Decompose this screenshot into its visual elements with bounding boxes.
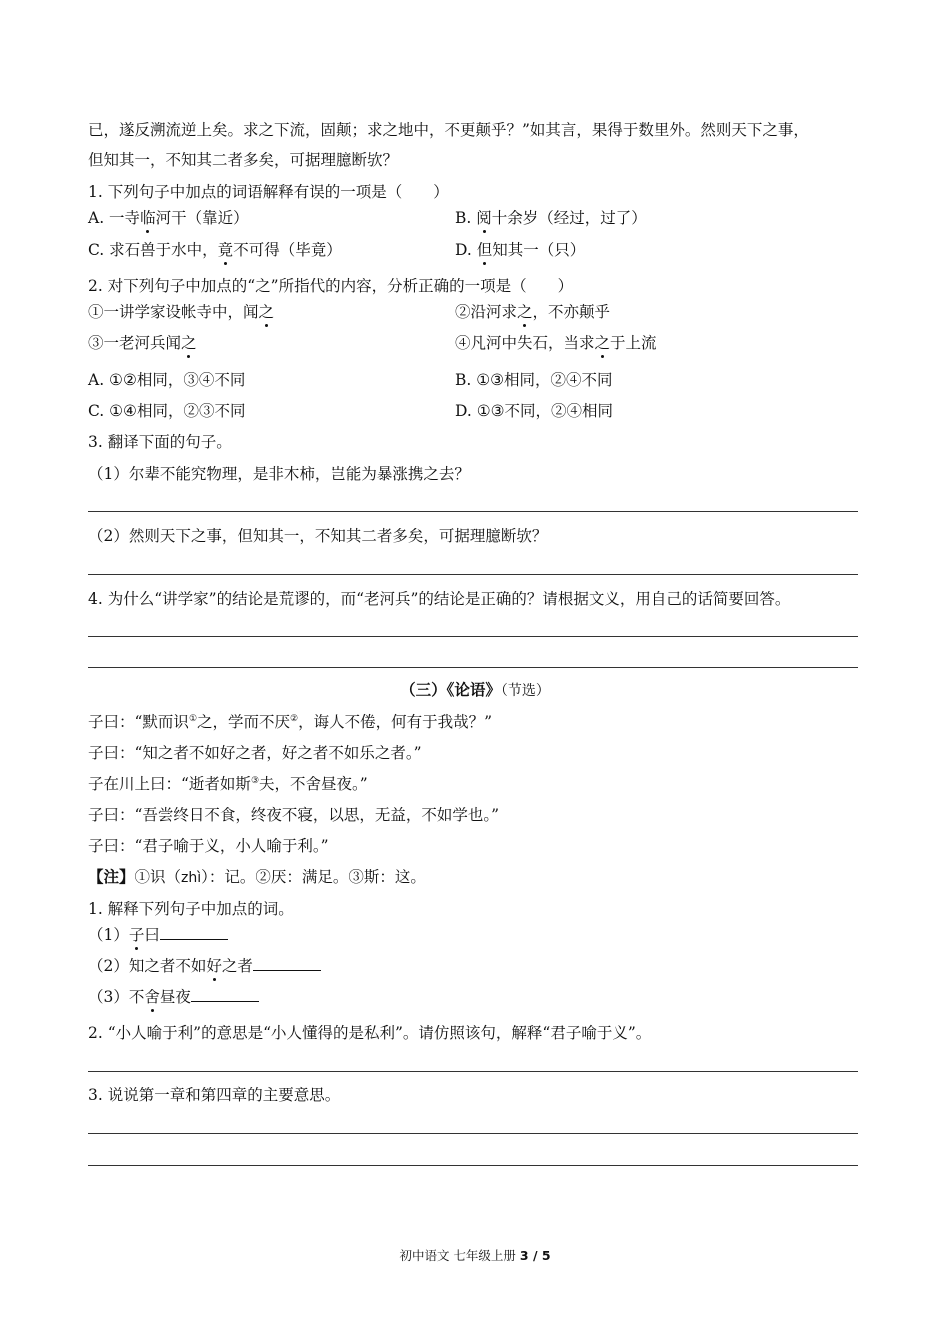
dotted-char: 竟 <box>217 241 234 259</box>
dotted-char: 但 <box>476 241 493 259</box>
sentence-text: ③一老河兵闻 <box>88 334 182 352</box>
text-line: 子曰：“知之者不如好之者，好之者不如乐之者。” <box>88 744 422 762</box>
section-subtitle: （节选） <box>500 683 550 699</box>
option-a[interactable]: A. ①②相同，③④不同 <box>88 371 246 389</box>
text-line <box>88 774 368 794</box>
option-text: D. <box>455 241 477 259</box>
note-text: ）：记。②厌：满足。③斯：这。 <box>201 868 426 886</box>
answer-line[interactable] <box>88 636 858 637</box>
item-2 <box>88 956 321 976</box>
option-text: B. <box>455 209 477 227</box>
text-line: 子曰：“君子喻于义，小人喻于利。” <box>88 837 329 855</box>
section-title <box>0 680 950 701</box>
notes <box>88 867 426 888</box>
answer-line[interactable] <box>88 1133 858 1134</box>
option-c[interactable] <box>88 240 342 260</box>
page-footer <box>0 1248 950 1264</box>
option-text: 河干（靠近） <box>155 209 249 227</box>
sentence-text: ②沿河求 <box>455 303 518 321</box>
answer-line[interactable] <box>88 1165 858 1166</box>
text-segment: 子在川上曰：“逝者如斯 <box>88 775 251 793</box>
text-segment: 之，学而不厌 <box>197 713 291 731</box>
dotted-char: 之 <box>181 334 197 352</box>
option-text: 知其一（只） <box>492 241 586 259</box>
footnote-mark: ① <box>188 714 198 724</box>
answer-line[interactable] <box>88 511 858 512</box>
sentence-text: ①一讲学家设帐寺中，闻 <box>88 303 259 321</box>
question-2-stem: 2. 对下列句子中加点的“之”所指代的内容，分析正确的一项是（ ） <box>88 277 574 295</box>
option-d[interactable]: D. ①③不同，②④相同 <box>455 402 614 420</box>
text-line: 子曰：“吾尝终日不食，终夜不寝，以思，无益，不如学也。” <box>88 806 500 824</box>
note-label: 【注】 <box>88 867 135 886</box>
option-a[interactable] <box>88 208 249 228</box>
option-text: 不可得（毕竟） <box>233 241 342 259</box>
item-3 <box>88 987 259 1007</box>
item-text: （1） <box>88 926 129 944</box>
option-c[interactable]: C. ①④相同，②③不同 <box>88 402 246 420</box>
item-text: 曰 <box>144 926 160 944</box>
question-2-stem: 2. “小人喻于利”的意思是“小人懂得的是私利”。请仿照该句，解释“君子喻于义”。 <box>88 1024 652 1042</box>
question-4-stem: 4. 为什么“讲学家”的结论是荒谬的，而“老河兵”的结论是正确的？请根据文义，用自己的话简要回答。 <box>88 590 791 608</box>
passage-line: 但知其一，不知其二者多矣，可据理臆断欤？ <box>88 151 399 169</box>
dotted-char: 好 <box>206 957 222 975</box>
item-text: 之者 <box>221 957 253 975</box>
note-text: ①识（ <box>134 868 182 886</box>
option-text: C. 求石兽于水中， <box>88 241 218 259</box>
translate-sentence-2: （2）然则天下之事，但知其一，不知其二者多矣，可据理臆断欤？ <box>88 527 548 545</box>
item-text: 昼夜 <box>159 988 191 1006</box>
dotted-char: 之 <box>594 334 611 352</box>
option-b[interactable]: B. ①③相同，②④不同 <box>455 371 613 389</box>
footnote-mark: ② <box>290 714 299 724</box>
fill-blank[interactable] <box>160 925 228 940</box>
footer-text: 初中语文 七年级上册 <box>399 1248 520 1263</box>
text-line <box>88 712 492 732</box>
fill-blank[interactable] <box>253 956 321 971</box>
answer-line[interactable] <box>88 667 858 668</box>
passage-line: 已，遂反溯流逆上矣。求之下流，固颠；求之地中，不更颠乎？”如其言，果得于数里外。然则天下之事， <box>88 121 809 139</box>
sentence-1 <box>88 302 274 322</box>
item-text: （3）不 <box>88 988 145 1006</box>
sentence-text: ④凡河中失石，当求 <box>455 334 595 352</box>
question-1-stem: 1. 下列句子中加点的词语解释有误的一项是（ ） <box>88 183 449 201</box>
item-text: （2）知之者不如 <box>88 957 207 975</box>
question-3-stem: 3. 说说第一章和第四章的主要意思。 <box>88 1086 341 1104</box>
pinyin: zhì <box>181 870 202 886</box>
sentence-text: ，不亦颠乎 <box>532 303 611 321</box>
dotted-char: 之 <box>517 303 533 321</box>
dotted-char: 之 <box>258 303 275 321</box>
item-1 <box>88 925 228 945</box>
dotted-char: 临 <box>140 209 156 227</box>
footnote-mark: ③ <box>250 776 260 786</box>
dotted-char: 子 <box>128 926 145 944</box>
sentence-3 <box>88 333 197 353</box>
sentence-text: 于上流 <box>610 334 657 352</box>
section-name: 《论语》 <box>446 680 501 699</box>
translate-sentence-1: （1）尔辈不能究物理，是非木柿，岂能为暴涨携之去？ <box>88 465 470 483</box>
option-text: 十余岁（经过，过了） <box>491 209 647 227</box>
text-segment: ，诲人不倦，何有于我哉？” <box>298 713 493 731</box>
dotted-char: 阅 <box>476 209 492 227</box>
page-number: 3 / 5 <box>519 1248 551 1263</box>
option-text: A. 一寺 <box>88 209 141 227</box>
sentence-2 <box>455 302 610 322</box>
text-segment: 夫，不舍昼夜。” <box>259 775 368 793</box>
fill-blank[interactable] <box>191 987 259 1002</box>
dotted-char: 舍 <box>144 988 160 1006</box>
text-segment: 子曰：“默而识 <box>88 713 189 731</box>
section-number: （三） <box>400 680 447 699</box>
question-1-stem: 1. 解释下列句子中加点的词。 <box>88 900 294 918</box>
option-d[interactable] <box>455 240 585 260</box>
option-b[interactable] <box>455 208 647 228</box>
question-3-stem: 3. 翻译下面的句子。 <box>88 433 232 451</box>
answer-line[interactable] <box>88 1071 858 1072</box>
answer-line[interactable] <box>88 574 858 575</box>
sentence-4 <box>455 333 657 353</box>
